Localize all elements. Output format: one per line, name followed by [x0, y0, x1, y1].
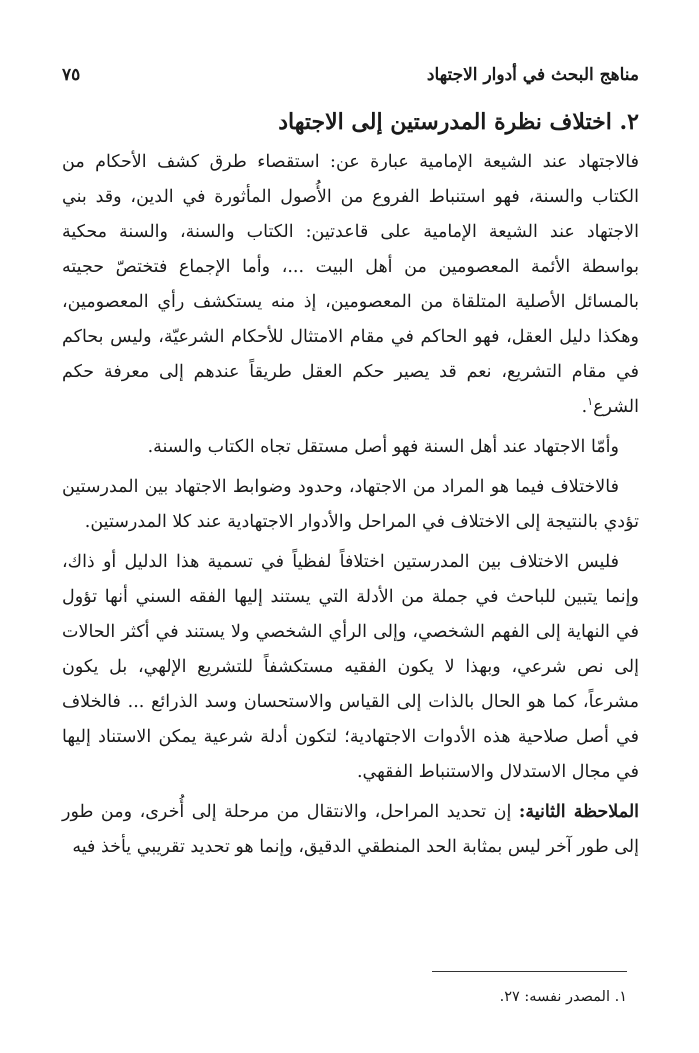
footnote: ١. المصدر نفسه: ٢٧. [499, 989, 627, 1005]
body-text [62, 145, 639, 870]
note-label: الملاحظة الثانية: [518, 802, 640, 822]
running-head [62, 60, 639, 90]
paragraph-5 [62, 795, 639, 865]
paragraph-4: فليس الاختلاف بين المدرستين اختلافاً لفظياً في تسمية هذا الدليل أو ذاك، وإنما يتبين للباحث في جملة من الأدلة التي يستند إليها الفقه السني أنها تؤول في النهاية إلى الفهم الشخصي، وإلى الرأي الشخصي ولا يستند في أكثر الحالات إلى نص شرعي، وبهذا لا يكون الفقيه مستكشفاً للتشريع الإلهي، بل يكون مشرعاً، كما هو الحال بالذات إلى القياس والاستحسان وسد الذرائع ... فالخلاف في أصل صلاحية هذه الأدوات الاجتهادية؛ لتكون أدلة شرعية يمكن الاستناد إليها في مجال الاستدلال والاستنباط الفقهي. [62, 552, 639, 782]
running-head-title: مناهج البحث في أدوار الاجتهاد [426, 65, 639, 85]
section-heading: ٢. اختلاف نظرة المدرستين إلى الاجتهاد [278, 109, 639, 135]
footnote-ref: ١ [587, 395, 594, 409]
footnote-divider [432, 971, 627, 972]
paragraph-1: فالاجتهاد عند الشيعة الإمامية عبارة عن: استقصاء طرق كشف الأحكام من الكتاب والسنة، فهو استنباط الفروع من الأُصول المأثورة في الدين، وقد بني الاجتهاد عند الشيعة الإمامية على قاعدتين: الكتاب والسنة، والسنة محكية بواسطة الأئمة المعصومين من أهل البيت ...، وأما الإجماع فتختصّ حجيته بالمسائل الأصلية المتلقاة من المعصومين، إذ منه يستكشف رأي المعصومين، وهكذا دليل العقل، فهو الحاكم في مقام الامتثال للأحكام الشرعيّة، وليس بحاكم في مقام التشريع، نعم قد يصير حكم العقل طريقاً عندهم إلى معرفة حكم الشرع$^١$. [62, 152, 639, 417]
page-number: ٧٥ [62, 65, 81, 85]
paragraph-5-text: إن تحديد المراحل، والانتقال من مرحلة إلى أُخرى، ومن طور إلى طور آخر ليس بمثابة الحد المنطقي الدقيق، وإنما هو تحديد تقريبي يأخذ فيه [62, 802, 639, 857]
paragraph-3: فالاختلاف فيما هو المراد من الاجتهاد، وحدود وضوابط الاجتهاد بين المدرستين تؤدي بالنتيجة إلى الاختلاف في المراحل والأدوار الاجتهادية عند كلا المدرستين. [62, 477, 639, 532]
paragraph-1-text: فالاجتهاد عند الشيعة الإمامية عبارة عن: استقصاء طرق كشف الأحكام من الكتاب والسنة، فهو استنباط الفروع من الأُصول المأثورة في الدين، وقد بني الاجتهاد عند الشيعة الإمامية على قاعدتين: الكتاب والسنة، والسنة محكية بواسطة الأئمة المعصومين من أهل البيت ...، وأما الإجماع فتختصّ حجيته بالمسائل الأصلية المتلقاة من المعصومين، إذ منه يستكشف رأي المعصومين، وهكذا دليل العقل، فهو الحاكم في مقام الامتثال للأحكام الشرعيّة، وليس بحاكم في مقام التشريع، نعم قد يصير حكم العقل طريقاً عندهم إلى معرفة حكم الشرع [62, 152, 639, 417]
paragraph-2: وأمّا الاجتهاد عند أهل السنة فهو أصل مستقل تجاه الكتاب والسنة. [147, 437, 619, 457]
